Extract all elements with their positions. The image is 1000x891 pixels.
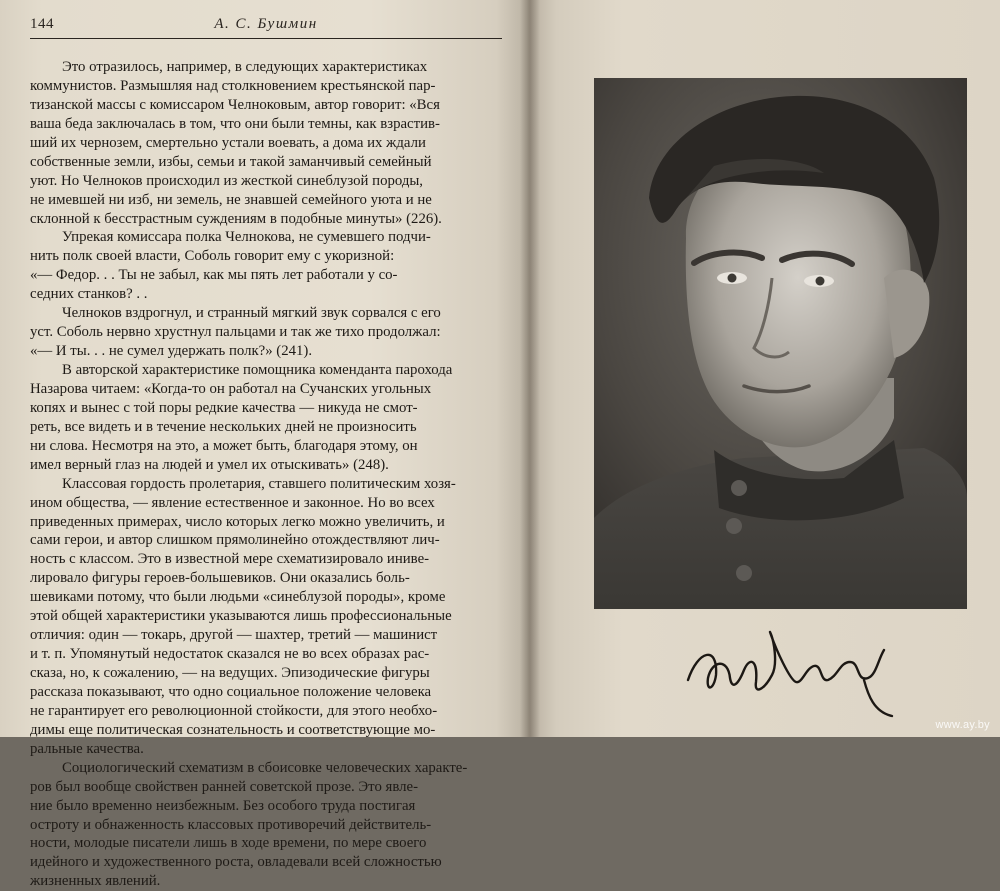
text-line: нить полк своей власти, Соболь говорит ему с укоризной: <box>30 248 395 265</box>
text-line: седних станков? . . <box>30 286 148 303</box>
book-gutter <box>520 0 540 737</box>
text-line: отличия: один — токарь, другой — шахтер, третий — машинист <box>30 627 438 644</box>
text-line: реть, все видеть и в течение нескольких дней не произносить <box>30 418 417 435</box>
text-line: приведенных примерах, число которых легко можно увеличить, и <box>30 513 445 530</box>
text-line: коммунистов. Размышляя над столкновением крестьянской пар- <box>30 77 436 94</box>
text-line: этой общей характеристики указываются лишь профессиональные <box>30 608 452 625</box>
running-head-author: А. С. Бушмин <box>214 16 318 32</box>
text-line: лировало фигуры героев-большевиков. Они оказались боль- <box>30 570 410 587</box>
page-number: 144 <box>30 16 54 32</box>
text-line: уют. Но Челноков происходил из жесткой синеблузой породы, <box>30 172 424 189</box>
text-line: ров был вообще свойствен ранней советской прозе. Это явле- <box>30 778 419 795</box>
text-line: сами герои, и автор слишком прямолинейно отождествляют лич- <box>30 532 440 549</box>
text-line: Челноков вздрогнул, и странный мягкий звук сорвался с его <box>62 305 441 322</box>
text-line: остроту и обнаженность классовых противоречий действитель- <box>30 816 432 833</box>
text-line: жизненных явлений. <box>30 873 161 890</box>
signature-image <box>678 620 898 720</box>
right-page <box>528 0 1000 737</box>
text-line: не гарантирует его революционной стойкости, для этого необхо- <box>30 702 438 719</box>
text-line: и т. п. Упомянутый недостаток сказался не во всех образах рас- <box>30 646 430 663</box>
text-line: димы еще политическая сознательность и соответствующие мо- <box>30 721 436 738</box>
text-line: «— И ты. . . не сумел удержать полк?» (241). <box>30 343 313 360</box>
text-line: ральные качества. <box>30 740 144 757</box>
author-portrait <box>594 78 967 609</box>
running-head <box>30 14 502 39</box>
text-line: ином общества, — явление естественное и законное. Но во всех <box>30 494 435 511</box>
text-line: сказа, но, к сожалению, — на ведущих. Эпизодические фигуры <box>30 665 430 681</box>
text-line: Это отразилось, например, в следующих характеристиках <box>62 59 428 75</box>
text-line: не имевшей ни изб, ни земель, не знавшей семейного уюта и не <box>30 191 432 208</box>
text-line: Классовая гордость пролетария, ставшего политическим хозя- <box>62 475 456 492</box>
watermark: www.ay.by <box>935 719 990 731</box>
text-line: «— Федор. . . Ты не забыл, как мы пять лет работали у со- <box>30 267 398 284</box>
text-line: Назарова читаем: «Когда-то он работал на Сучанских угольных <box>30 380 432 397</box>
text-line: ность с классом. Это в известной мере схематизировало иниве- <box>30 551 430 568</box>
text-line: В авторской характеристике помощника коменданта парохода <box>62 362 453 378</box>
text-line: ваша беда заключалась в том, что они были темны, как взрастив- <box>30 115 440 132</box>
text-line: Упрекая комиссара полка Челнокова, не сумевшего подчи- <box>62 229 431 246</box>
text-line: ности, молодые писатели лишь в ходе времени, по мере своего <box>30 835 427 852</box>
body-text <box>30 58 504 891</box>
text-line: Социологический схематизм в сбоисовке человеческих характе- <box>62 759 468 776</box>
text-line: тизанской массы с комиссаром Челноковым, автор говорит: «Вся <box>30 96 440 113</box>
text-line: имел верный глаз на людей и умел их отыскивать» (248). <box>30 456 389 473</box>
text-line: ший их чернозем, смертельно устали воевать, а дома их ждали <box>30 134 426 151</box>
text-line: шевиками потому, что были людьми «синеблузой породы», кроме <box>30 589 446 606</box>
text-line: собственные земли, избы, семьи и такой заманчивый семейный <box>30 153 432 170</box>
text-line: склонной к бесстрастным суждениям в подобные минуты» (226). <box>30 210 442 227</box>
text-line: копях и вынес с той поры редкие качества — никуда не смот- <box>30 399 418 416</box>
author-signature <box>678 620 898 720</box>
text-line: уст. Соболь нервно хрустнул пальцами и так же тихо продолжал: <box>30 324 441 341</box>
text-line: рассказа показывают, что одно социальное положение человека <box>30 683 432 700</box>
portrait-image <box>594 78 967 609</box>
text-line: ни слова. Несмотря на это, а может быть, благодаря этому, он <box>30 437 418 454</box>
text-line: идейного и художественного роста, овладевали всей сложностью <box>30 854 442 871</box>
text-line: ние было временно неизбежным. Без особого труда постигая <box>30 797 416 814</box>
